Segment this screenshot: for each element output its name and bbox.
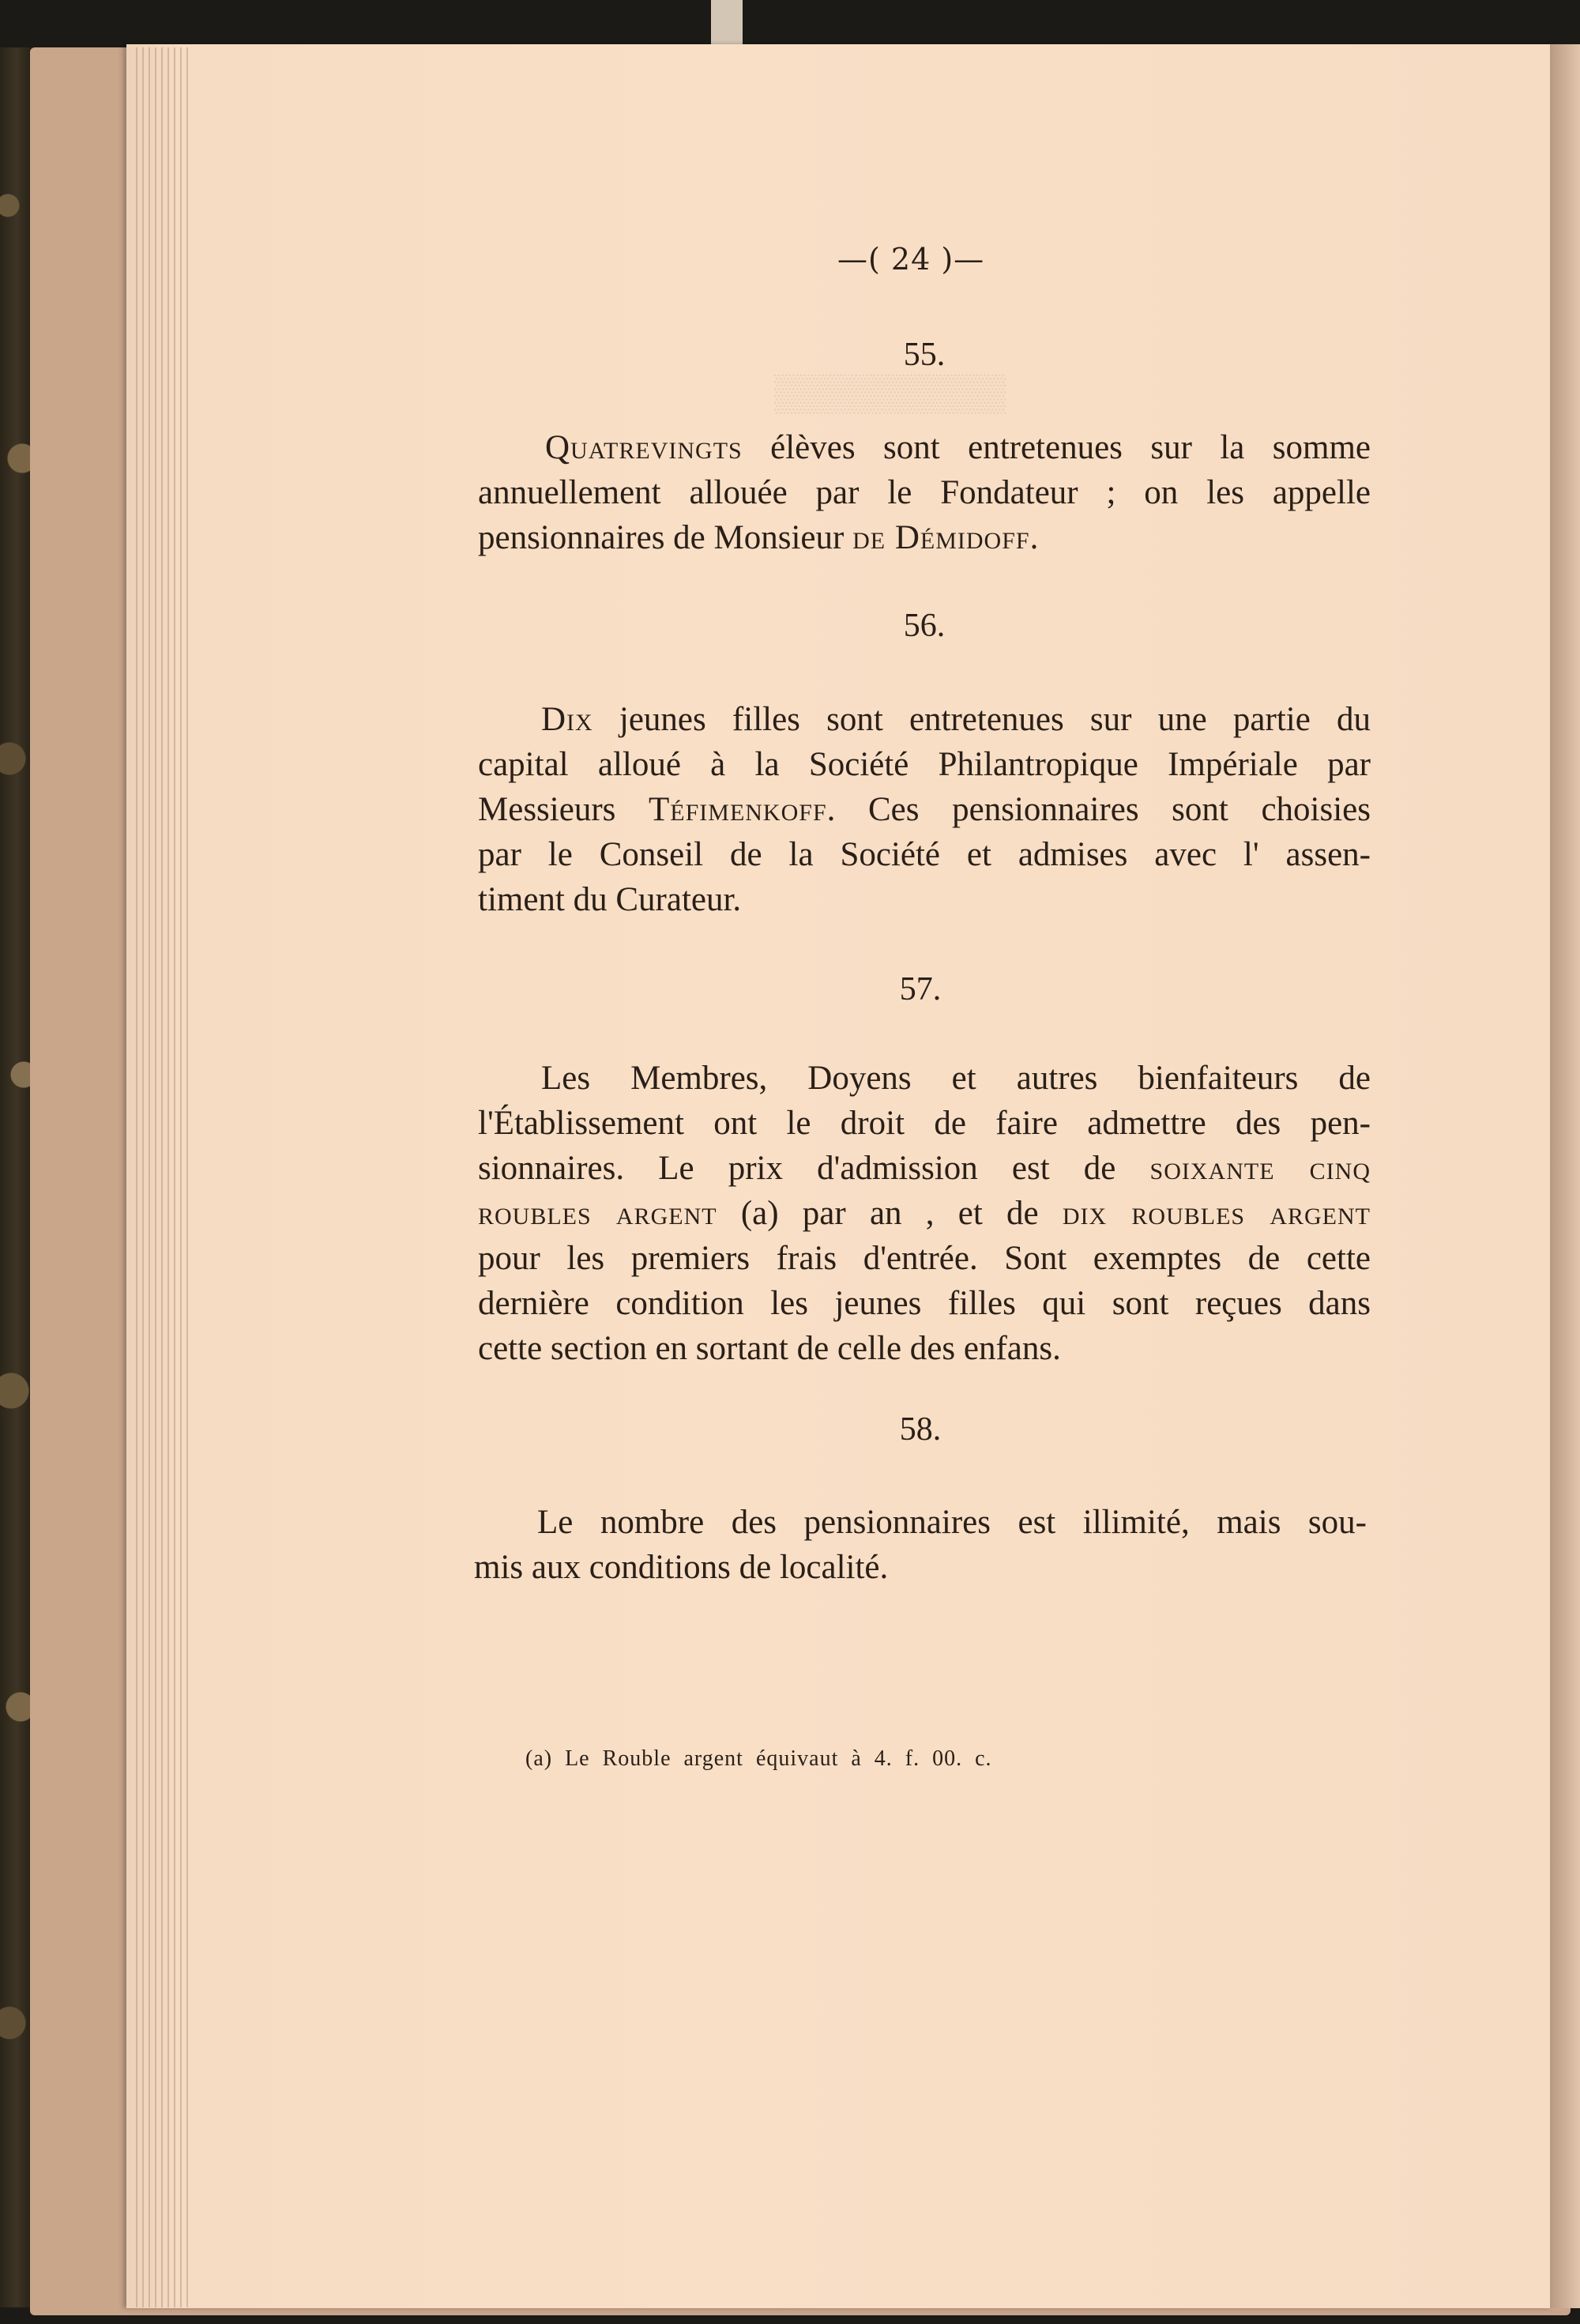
text-line: Les Membres, Doyens et autres bienfaiteurs de [541, 1060, 1371, 1097]
text-line: Le nombre des pensionnaires est illimité, mais sou- [537, 1504, 1367, 1541]
text-line: pour les premiers frais d'entrée. Sont exemptes de cette [478, 1240, 1371, 1277]
article-number-55: 55. [903, 337, 946, 373]
text-line: pensionnaires de Monsieur de Démidoff. [478, 519, 1039, 556]
show-through: ▒▒▒▒▒▒▒▒▒ [774, 372, 1006, 412]
article-58-text [474, 1500, 1367, 1590]
article-number-57: 57. [899, 971, 942, 1008]
text-line: l'Établissement ont le droit de faire admettre des pen- [478, 1105, 1371, 1142]
text-line: cette section en sortant de celle des enfans. [478, 1330, 1061, 1367]
footnote: (a) Le Rouble argent équivaut à 4. f. 00. c. [525, 1746, 992, 1771]
text-line: Quatrevingts élèves sont entretenues sur la somme [545, 429, 1371, 466]
text-line: sionnaires. Le prix d'admission est de soixante cinq [478, 1150, 1371, 1187]
article-number-56: 56. [903, 608, 946, 644]
text-line: annuellement allouée par le Fondateur ; on les appelle [478, 474, 1371, 511]
text-line: mis aux conditions de localité. [474, 1549, 889, 1586]
article-55-text [478, 425, 1371, 560]
text-line: roubles argent (a) par an , et de dix roubles argent [478, 1195, 1371, 1232]
article-56-text [478, 697, 1371, 922]
article-number-58: 58. [899, 1411, 942, 1448]
page-number: —( 24 )— [837, 242, 985, 277]
article-57-text [478, 1056, 1371, 1371]
text-line: dernière condition les jeunes filles qui sont reçues dans [478, 1285, 1371, 1322]
text-line: capital alloué à la Société Philantropique Impériale par [478, 746, 1371, 783]
text-line: par le Conseil de la Société et admises avec l' assen- [478, 836, 1371, 873]
text-line: timent du Curateur. [478, 881, 742, 918]
text-line: Dix jeunes filles sont entretenues sur une partie du [541, 701, 1371, 738]
text-line: Messieurs Téfimenkoff. Ces pensionnaires sont choisies [478, 791, 1371, 828]
